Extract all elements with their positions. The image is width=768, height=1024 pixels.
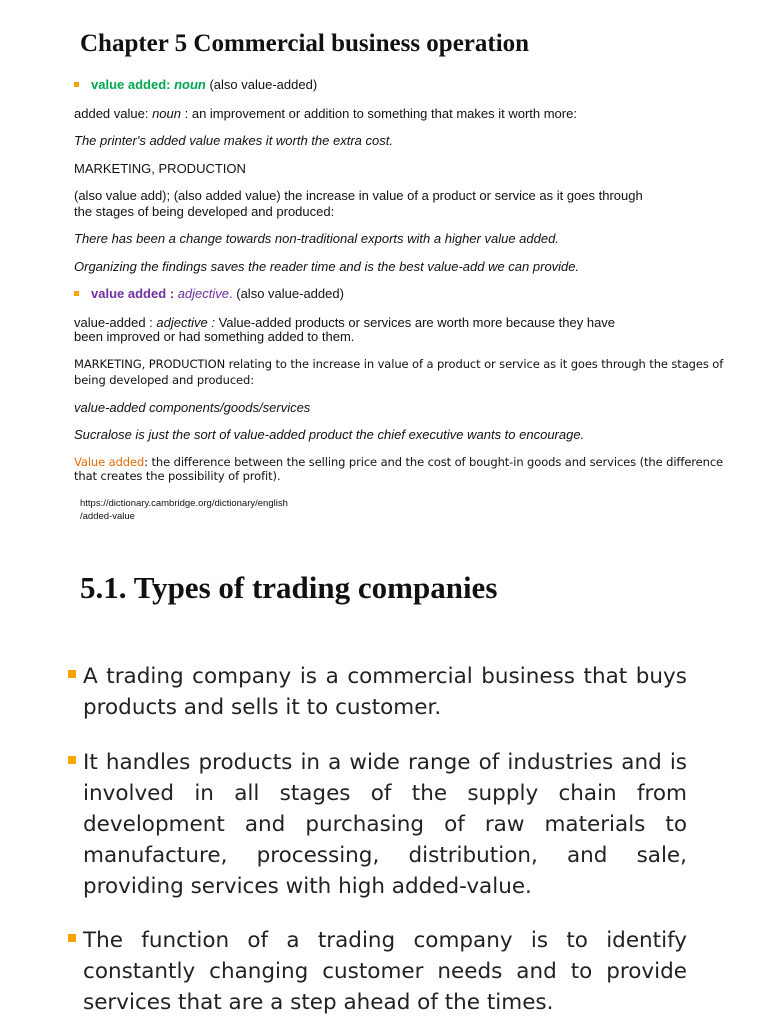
def2-line1-rest: Value-added products or services are worth more because they have bbox=[214, 315, 616, 330]
def2-category-line2: being developed and produced: bbox=[74, 373, 254, 387]
def1-pos: noun bbox=[174, 77, 206, 92]
bullet-square-icon bbox=[68, 670, 76, 678]
def2-line1-term: value-added : bbox=[74, 315, 157, 330]
def2-term: value added : bbox=[91, 286, 178, 301]
bullet-square-icon bbox=[68, 756, 76, 764]
bullet-square-icon bbox=[74, 291, 79, 296]
def2-line1-pos: adjective : bbox=[156, 315, 215, 330]
def2-heading bbox=[91, 286, 344, 302]
def1-line1 bbox=[74, 106, 577, 122]
def1-example2: There has been a change towards non-traditional exports with a higher value added. bbox=[74, 231, 559, 246]
def1-meaning-line1: (also value add); (also added value) the increase in value of a product or service as it goes through bbox=[74, 188, 643, 203]
source-line2: /added-value bbox=[80, 511, 135, 522]
def1-heading bbox=[91, 77, 317, 93]
bullet-square-icon bbox=[68, 934, 76, 942]
def2-category-line1: MARKETING, PRODUCTION relating to the increase in value of a product or service as it goes through the stages of bbox=[74, 357, 724, 371]
def1-term: value added: bbox=[91, 77, 171, 92]
def1-note: (also value-added) bbox=[205, 77, 318, 92]
def1-line1-rest: : an improvement or addition to something that makes it worth more: bbox=[181, 106, 577, 121]
def1-example3: Organizing the findings saves the reader time and is the best value-add we can provide. bbox=[74, 259, 580, 274]
def1-category: MARKETING, PRODUCTION bbox=[74, 161, 246, 176]
source-line1: https://dictionary.cambridge.org/dictionary/english bbox=[80, 498, 288, 509]
def3-rest: : the difference between the selling price and the cost of bought-in goods and services (the difference bbox=[144, 455, 724, 469]
def2-pos-suffix: . bbox=[229, 286, 233, 301]
def2-example2: Sucralose is just the sort of value-added product the chief executive wants to encourage. bbox=[74, 427, 585, 442]
def1-example1: The printer's added value makes it worth the extra cost. bbox=[74, 133, 393, 148]
bullet-item-1: A trading company is a commercial business that buys products and sells it to customer. bbox=[83, 664, 687, 720]
def2-example1: value-added components/goods/services bbox=[74, 400, 311, 415]
bullet-square-icon bbox=[74, 82, 79, 87]
def3-line2: that creates the possibility of profit). bbox=[74, 469, 281, 483]
def1-meaning-line2: the stages of being developed and produced: bbox=[74, 204, 335, 219]
def2-line2: been improved or had something added to them. bbox=[74, 329, 355, 344]
def3-term: Value added bbox=[74, 455, 145, 469]
def1-line1-term: added value: bbox=[74, 106, 153, 121]
def1-line1-pos: noun bbox=[152, 106, 181, 121]
bullet-item-3: The function of a trading company is to identify constantly changing customer needs and to provide services that are a step ahead of the times. bbox=[83, 928, 687, 1015]
def2-pos: adjective bbox=[177, 286, 230, 301]
source-link[interactable] bbox=[80, 497, 288, 523]
section-heading: 5.1. Types of trading companies bbox=[80, 570, 498, 605]
def2-note: (also value-added) bbox=[232, 286, 344, 301]
bullet-item-2: It handles products in a wide range of industries and is involved in all stages of the supply chain from development and purchasing of raw materials to manufacture, processing, distribution, and sale, providing services with high added-value. bbox=[83, 750, 687, 899]
page-title: Chapter 5 Commercial business operation bbox=[80, 30, 530, 57]
